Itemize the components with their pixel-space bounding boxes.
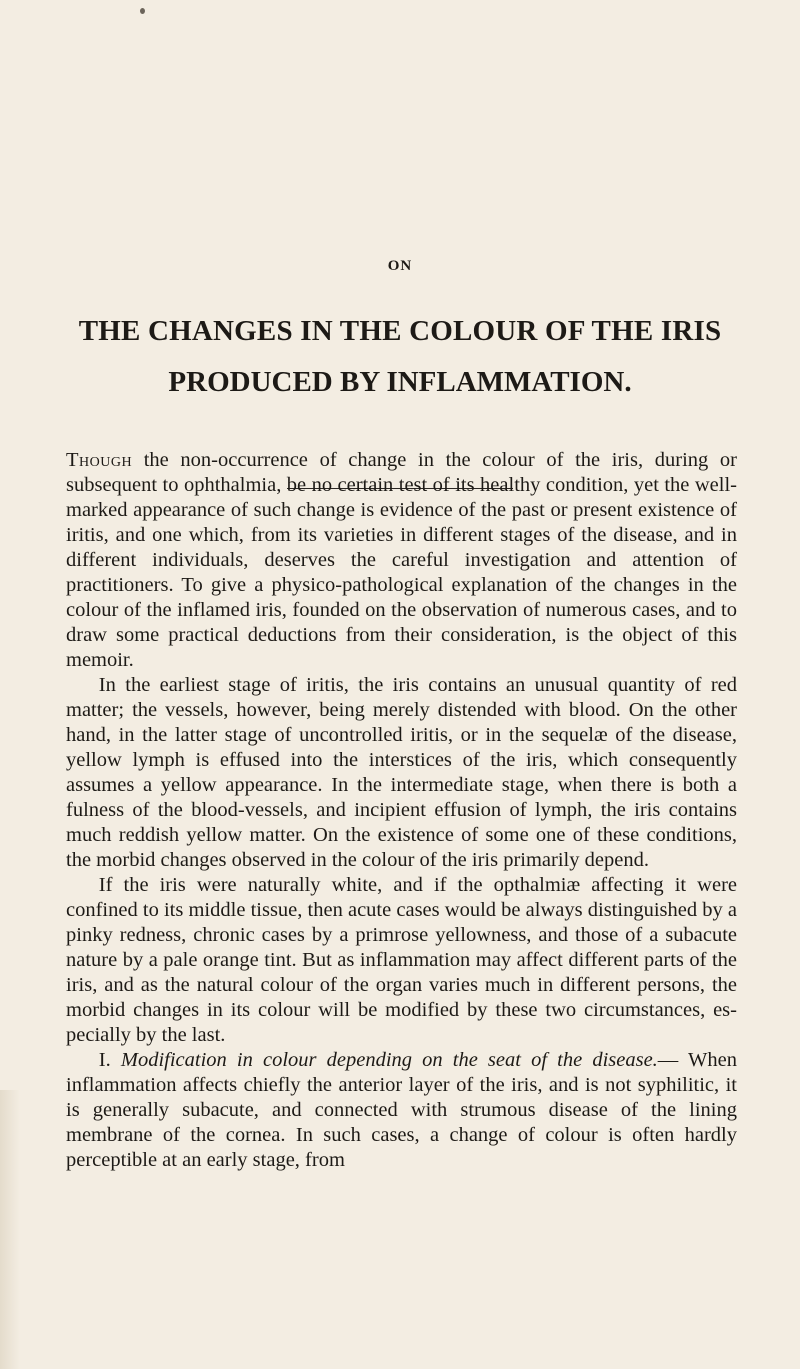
page-edge-stain — [0, 1090, 20, 1369]
drop-word: Though — [66, 449, 133, 471]
paragraph-4-text: — When inflammation affects chiefly the anterior layer of the iris, and is not syphilitic, it is generally subacute, and connected with strumous disease of the lining membrane of the cornea. In such cases, a change of colour is often hardly perceptible at an early stage, from — [66, 1049, 737, 1171]
paragraph-3: If the iris were naturally white, and if the opthalmiæ affecting it were confined to its middle tissue, then acute cases would be always distinguished by a pinky redness, chronic cases by a primrose yellowness, and those of a subacute nature by a pale orange tint. But as inflammation may affect different parts of the iris, and as the natural colour of the organ varies much in different persons, the morbid changes in its colour will be modified by these two circumstances, especially by the last. — [66, 874, 737, 1046]
chapter-title — [0, 314, 800, 400]
section-heading: Modification in colour depending on the seat of the disease. — [120, 1049, 658, 1071]
paragraph-4 — [66, 1048, 737, 1173]
section-number: I. — [98, 1049, 121, 1071]
body-text — [66, 448, 737, 1173]
chapter-title-line-1: THE CHANGES IN THE COLOUR OF THE IRIS — [78, 315, 722, 347]
paragraph-2: In the earliest stage of iritis, the iris contains an unusual quantity of red matter; the vessels, however, being merely distended with blood. On the other hand, in the latter stage of uncontrolled iritis, or in the sequelæ of the disease, yellow lymph is effused into the interstices of the iris, which consequently assumes a yellow appearance. In the intermediate stage, when there is both a fulness of the blood-vessels, and incipient effusion of lymph, the iris contains much reddish yellow matter. On the existence of some one of these conditions, the morbid changes observed in the colour of the iris primarily depend. — [66, 674, 737, 871]
pre-title: ON — [387, 258, 413, 274]
chapter-title-line-2: PRODUCED BY INFLAMMATION. — [168, 365, 632, 398]
paragraph-1-text: the non-occurrence of change in the colour of the iris, during or subsequent to ophthalmia, be no certain test of its healthy condition, yet the well-marked appearance of such change is evidence of the past or present existence of iritis, and one which, from its varieties in different stages of the disease, and in different individuals, deserves the careful investigation and attention of practitioners. To give a physico-pathological explanation of the changes in the colour of the inflamed iris, founded on the observation of numerous cases, and to draw some practical deductions from their consideration, is the object of this memoir. — [66, 449, 737, 671]
paragraph-1 — [66, 448, 737, 673]
ink-speck — [140, 8, 145, 14]
